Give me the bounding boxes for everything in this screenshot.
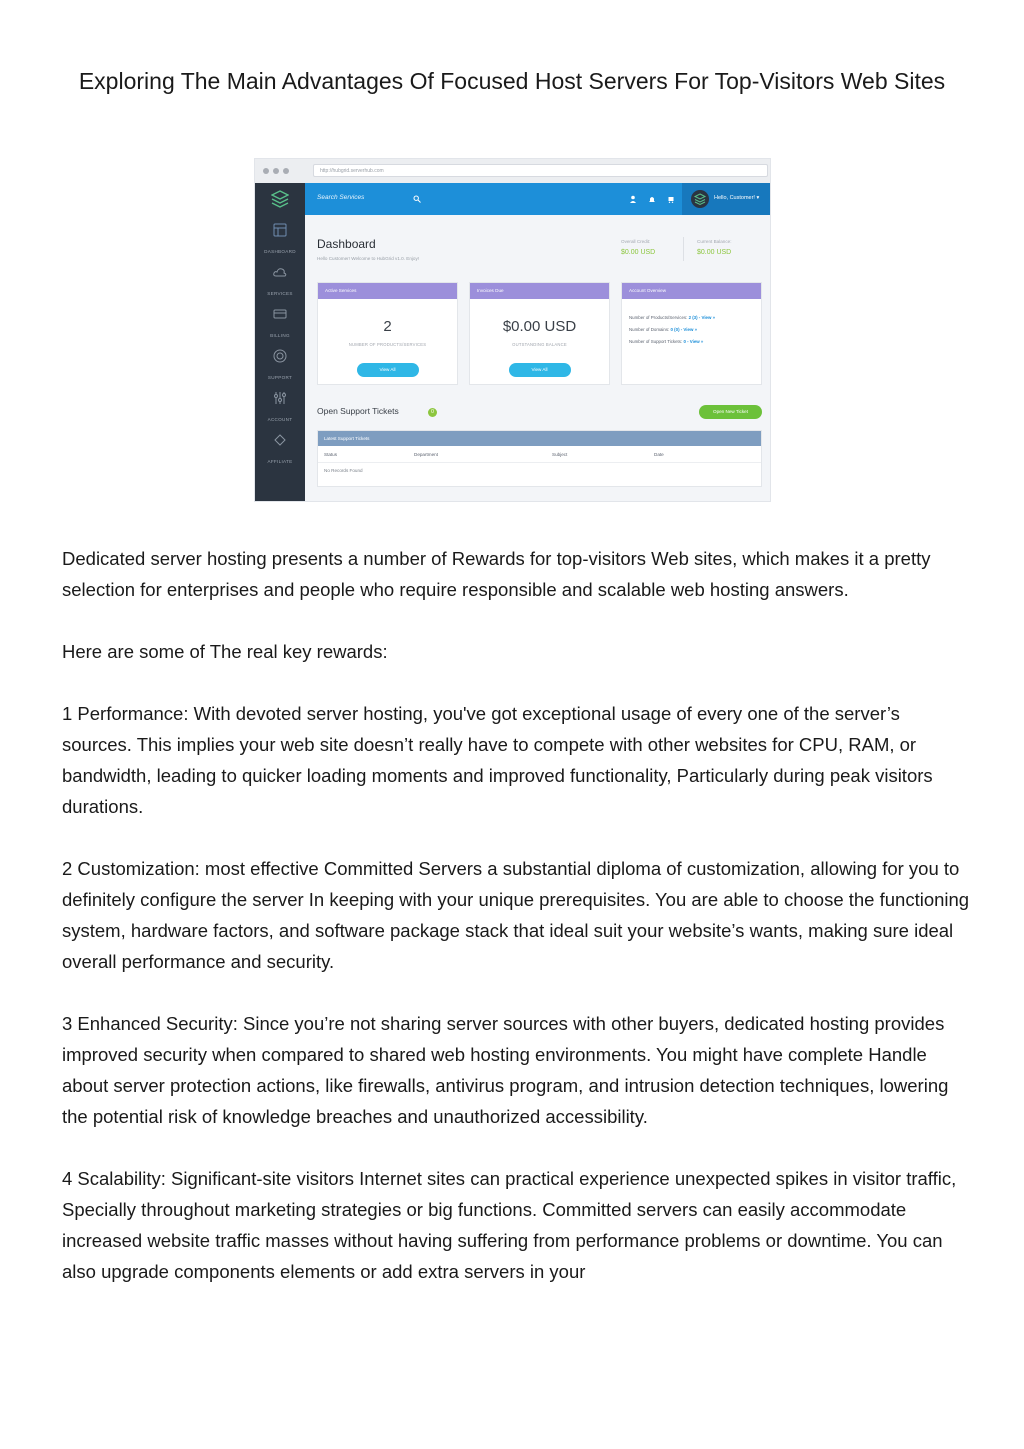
card-header: Account Overview	[622, 283, 761, 299]
empty-state-text: No Records Found	[324, 468, 363, 473]
dashboard-subtitle: Hello Customer! Welcome to HubGrid v1.0. Enjoy!	[317, 256, 420, 261]
paragraph: 3 Enhanced Security: Since you’re not sharing server sources with other buyers, dedicated hosting provides improved security when compared to shared web hosting environments. You might have complete Handle about server protection actions, like firewalls, antivirus program, and intrusion detection techniques, lowering the potential risk of knowledge breaches and unauthorized accessibility.	[62, 1013, 949, 1127]
tickets-count-badge: 0	[428, 408, 437, 417]
dashboard-screenshot	[254, 158, 771, 502]
sidebar	[255, 183, 305, 501]
column-header: Status	[324, 452, 338, 457]
column-header: Subject	[552, 452, 568, 457]
dashboard-icon	[273, 223, 287, 237]
divider	[318, 462, 761, 463]
divider	[683, 237, 684, 261]
overview-line: Number of Support Tickets: 0 - View »	[629, 339, 704, 344]
view-all-invoices-button: View All	[509, 363, 571, 377]
search-icon	[413, 195, 421, 203]
window-dot-icon	[283, 168, 289, 174]
current-balance-value: $0.00 USD	[697, 249, 732, 256]
window-dot-icon	[263, 168, 269, 174]
paragraph: Here are some of The real key rewards:	[62, 641, 388, 662]
sidebar-item-billing: BILLING	[255, 307, 305, 342]
account-menu: Hello, Customer! ▾	[682, 183, 770, 215]
top-bar	[305, 183, 770, 215]
logo-icon	[255, 183, 305, 215]
card-header: Invoices Due	[470, 283, 609, 299]
invoices-due-amount: $0.00 USD	[502, 318, 577, 335]
search-input: Search Services	[317, 194, 365, 201]
sidebar-item-dashboard: DASHBOARD	[255, 223, 305, 258]
paragraph: Dedicated server hosting presents a number of Rewards for top-visitors Web sites, which makes it a pretty selection for enterprises and people who require responsible and scalable web hosting answers.	[62, 548, 931, 600]
user-icon	[629, 195, 637, 203]
cart-icon	[667, 195, 675, 203]
open-new-ticket-button: Open New Ticket	[699, 405, 762, 419]
sidebar-item-services: SERVICES	[255, 265, 305, 300]
address-bar: http://hubgrid.serverhub.com	[313, 164, 768, 177]
paragraph: 2 Customization: most effective Committed Servers a substantial diploma of customization, allowing for you to definitely configure the server In keeping with your unique prerequisites. You are able to choose the functioning system, hardware factors, and software package stack that ideal suit your website’s wants, making sure ideal overall performance and security.	[62, 858, 970, 972]
avatar	[691, 190, 709, 208]
affiliate-icon	[273, 433, 287, 447]
overview-line: Number of Products/Services: 2 (3) - View »	[629, 315, 716, 320]
cloud-icon	[273, 265, 287, 279]
sidebar-item-account: ACCOUNT	[255, 391, 305, 426]
open-tickets-title: Open Support Tickets	[317, 406, 399, 416]
paragraph: 4 Scalability: Significant-site visitors Internet sites can practical experience unexpected spikes in visitor traffic, Specially throughout marketing strategies or big functions. Committed servers can easily accommodate increased website traffic masses without having suffering from performance problems or downtime. You can also upgrade components elements or add extra servers in your	[62, 1168, 957, 1282]
card-caption: NUMBER OF PRODUCTS/SERVICES	[348, 342, 427, 347]
account-overview-card	[621, 282, 762, 385]
paragraph: 1 Performance: With devoted server hosting, you've got exceptional usage of every one of the server’s sources. This implies your web site doesn’t really have to compete with other websites for CPU, RAM, or bandwidth, leading to quicker loading moments and improved functionality, Particularly during peak visitors durations.	[62, 703, 933, 817]
card-caption: OUTSTANDING BALANCE	[512, 342, 567, 347]
active-services-count: 2	[383, 318, 392, 335]
browser-chrome	[255, 159, 770, 184]
overview-line: Number of Domains: 0 (0) - View »	[629, 327, 698, 332]
card-header: Active Services	[318, 283, 457, 299]
invoices-due-card	[469, 282, 610, 385]
dashboard-title: Dashboard	[317, 237, 376, 251]
current-balance-label: Current Balance:	[697, 239, 732, 244]
overall-credit-label: Overall Credit:	[621, 239, 651, 244]
window-dot-icon	[273, 168, 279, 174]
view-all-services-button: View All	[357, 363, 419, 377]
table-header: Latest Support Tickets	[318, 431, 761, 446]
sidebar-item-support: SUPPORT	[255, 349, 305, 384]
active-services-card	[317, 282, 458, 385]
sidebar-item-affiliate: AFFILIATE	[255, 433, 305, 468]
overall-credit-value: $0.00 USD	[621, 249, 656, 256]
tickets-table	[317, 430, 762, 487]
support-icon	[273, 349, 287, 363]
column-header: Department	[414, 452, 439, 457]
billing-icon	[273, 307, 287, 321]
page-title: Exploring The Main Advantages Of Focused Host Servers For Top-Visitors Web Sites	[78, 68, 946, 94]
account-icon	[273, 391, 287, 405]
bell-icon	[648, 195, 656, 203]
article-body	[62, 543, 972, 1318]
column-header: Date	[654, 452, 664, 457]
